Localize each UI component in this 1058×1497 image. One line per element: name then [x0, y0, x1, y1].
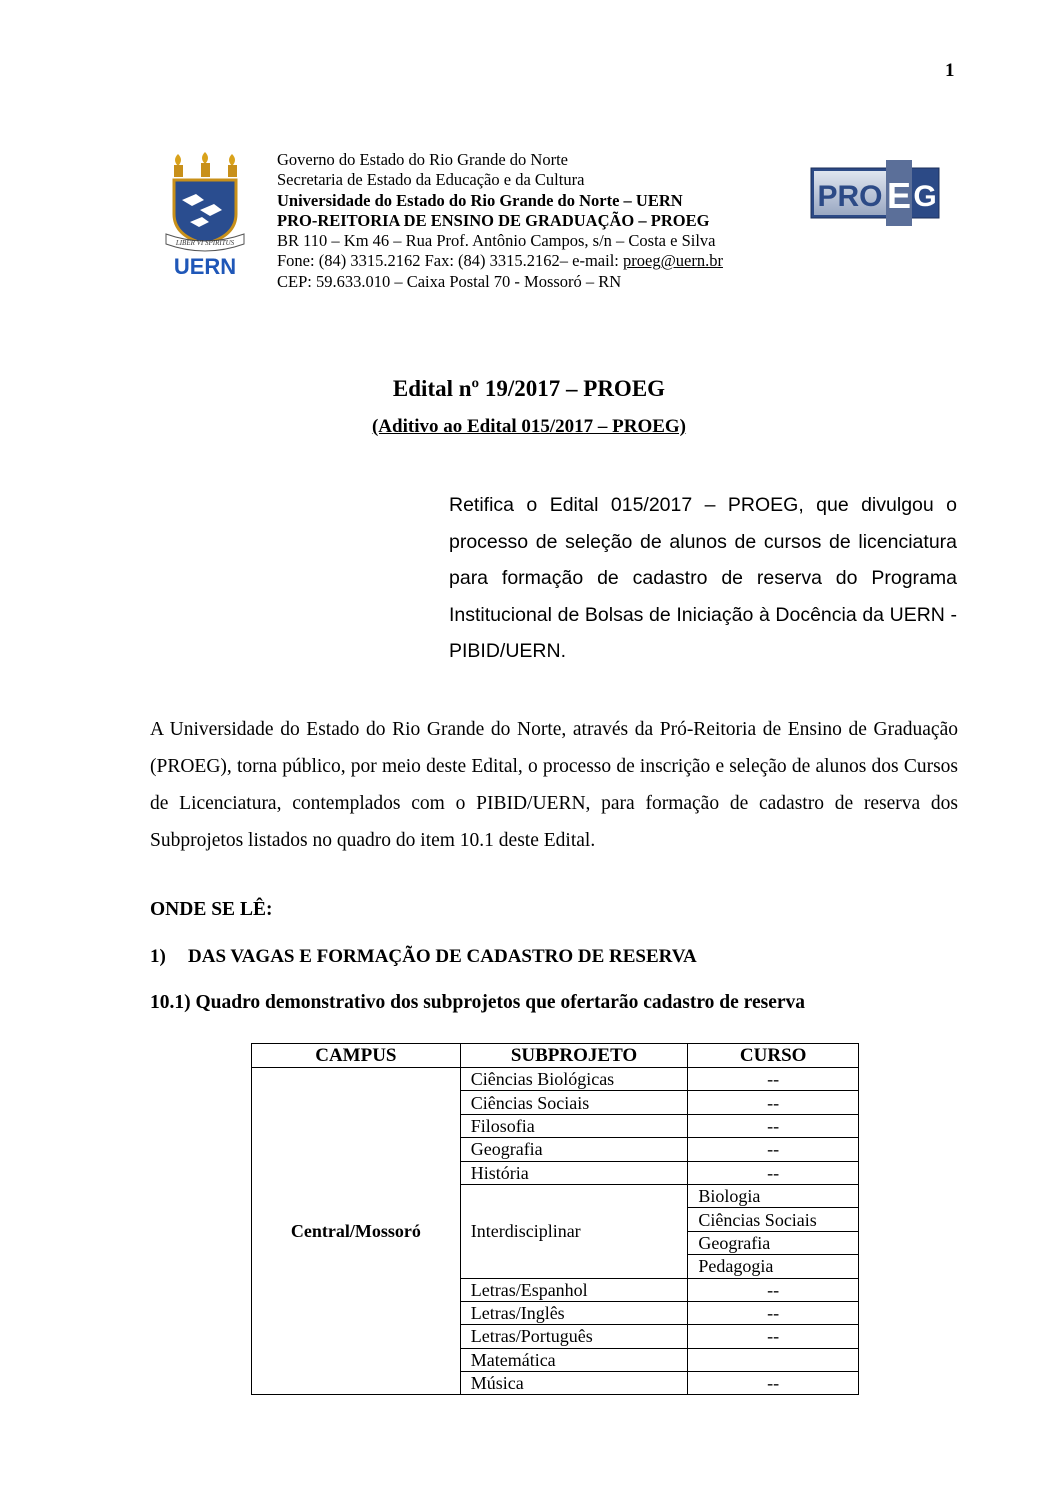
column-header: CURSO [688, 1044, 859, 1068]
curso-cell: -- [688, 1091, 859, 1114]
header-line: Governo do Estado do Rio Grande do Norte [277, 150, 568, 169]
column-header: CAMPUS [252, 1044, 461, 1068]
proeg-logo-text: PRO [817, 180, 883, 213]
torch-icon [201, 152, 210, 177]
document-subtitle: (Aditivo ao Edital 015/2017 – PROEG) [371, 416, 687, 437]
subprojeto-cell: Letras/Inglês [460, 1301, 688, 1324]
subprojeto-cell: Letras/Português [460, 1325, 688, 1348]
email-link[interactable]: proeg@uern.br [623, 251, 723, 271]
section-heading [150, 946, 697, 968]
subsection-heading: 10.1) Quadro demonstrativo dos subprojetos que ofertarão cadastro de reserva [150, 992, 806, 1013]
uern-logo [160, 150, 250, 280]
header-line: Universidade do Estado do Rio Grande do Norte – UERN [277, 190, 683, 210]
curso-cell: -- [688, 1161, 859, 1184]
subprojeto-cell: Filosofia [460, 1114, 688, 1137]
page-number: 1 [945, 60, 955, 81]
curso-cell: -- [688, 1325, 859, 1348]
header-line: PRO-REITORIA DE ENSINO DE GRADUAÇÃO – PROEG [277, 210, 710, 230]
torch-icon [228, 154, 237, 177]
header-line: BR 110 – Km 46 – Rua Prof. Antônio Campos, s/n – Costa e Silva [277, 231, 716, 251]
curso-cell: -- [688, 1301, 859, 1324]
subprojeto-cell: Interdisciplinar [460, 1184, 688, 1278]
table-header-row [252, 1044, 859, 1068]
header-contact [277, 251, 723, 271]
subprojeto-cell: Letras/Espanhol [460, 1278, 688, 1301]
curso-cell: Biologia [688, 1184, 859, 1207]
curso-cell: -- [688, 1278, 859, 1301]
curso-cell: -- [688, 1068, 859, 1091]
uern-motto: LIBER VI SPIRITUS [175, 239, 235, 247]
onde-se-le-heading: ONDE SE LÊ: [150, 899, 273, 920]
subprojects-table [251, 1043, 859, 1395]
proeg-logo [810, 160, 940, 226]
institution-header [277, 150, 723, 292]
subprojeto-cell: História [460, 1161, 688, 1184]
header-cep: CEP: 59.633.010 – Caixa Postal 70 - Mossoró – RN [277, 271, 622, 291]
section-number: 1) [150, 946, 166, 967]
subprojeto-cell: Matemática [460, 1348, 688, 1371]
proeg-logo-g: G [913, 180, 937, 213]
subprojeto-cell: Ciências Biológicas [460, 1068, 688, 1091]
table-row [252, 1068, 859, 1091]
column-header: SUBPROJETO [460, 1044, 688, 1068]
subprojeto-cell: Geografia [460, 1138, 688, 1161]
curso-cell: -- [688, 1138, 859, 1161]
curso-cell: -- [688, 1114, 859, 1137]
section-title: DAS VAGAS E FORMAÇÃO DE CADASTRO DE RESERVA [188, 946, 697, 967]
campus-cell: Central/Mossoró [252, 1068, 461, 1395]
subprojeto-cell: Ciências Sociais [460, 1091, 688, 1114]
uern-logo-text: UERN [173, 254, 237, 279]
intro-paragraph: A Universidade do Estado do Rio Grande do Norte, através da Pró-Reitoria de Ensino de Graduação (PROEG), torna público, por meio deste Edital, o processo de inscrição e seleção de alunos dos Cursos de Licenciatura, contemplados com o PIBID/UERN, para formação de cadastro de reserva dos Subprojetos listados no quadro do item 10.1 deste Edital. [150, 719, 958, 851]
subprojeto-cell: Música [460, 1372, 688, 1395]
header-line: Secretaria de Estado da Educação e da Cultura [277, 170, 585, 190]
contact-text: Fone: (84) 3315.2162 Fax: (84) 3315.2162– e-mail: [277, 251, 624, 271]
curso-cell [688, 1348, 859, 1371]
document-title: Edital nº 19/2017 – PROEG [392, 376, 666, 401]
torch-icon [174, 154, 183, 177]
ementa-paragraph: Retifica o Edital 015/2017 – PROEG, que divulgou o processo de seleção de alunos de cursos de licenciatura para formação de cadastro de reserva do Programa Institucional de Bolsas de Iniciação à Docência da UERN - PIBID/UERN. [449, 494, 957, 662]
curso-cell: Pedagogia [688, 1255, 859, 1278]
curso-cell: -- [688, 1372, 859, 1395]
curso-cell: Geografia [688, 1231, 859, 1254]
curso-cell: Ciências Sociais [688, 1208, 859, 1231]
proeg-logo-e: E [886, 175, 912, 216]
